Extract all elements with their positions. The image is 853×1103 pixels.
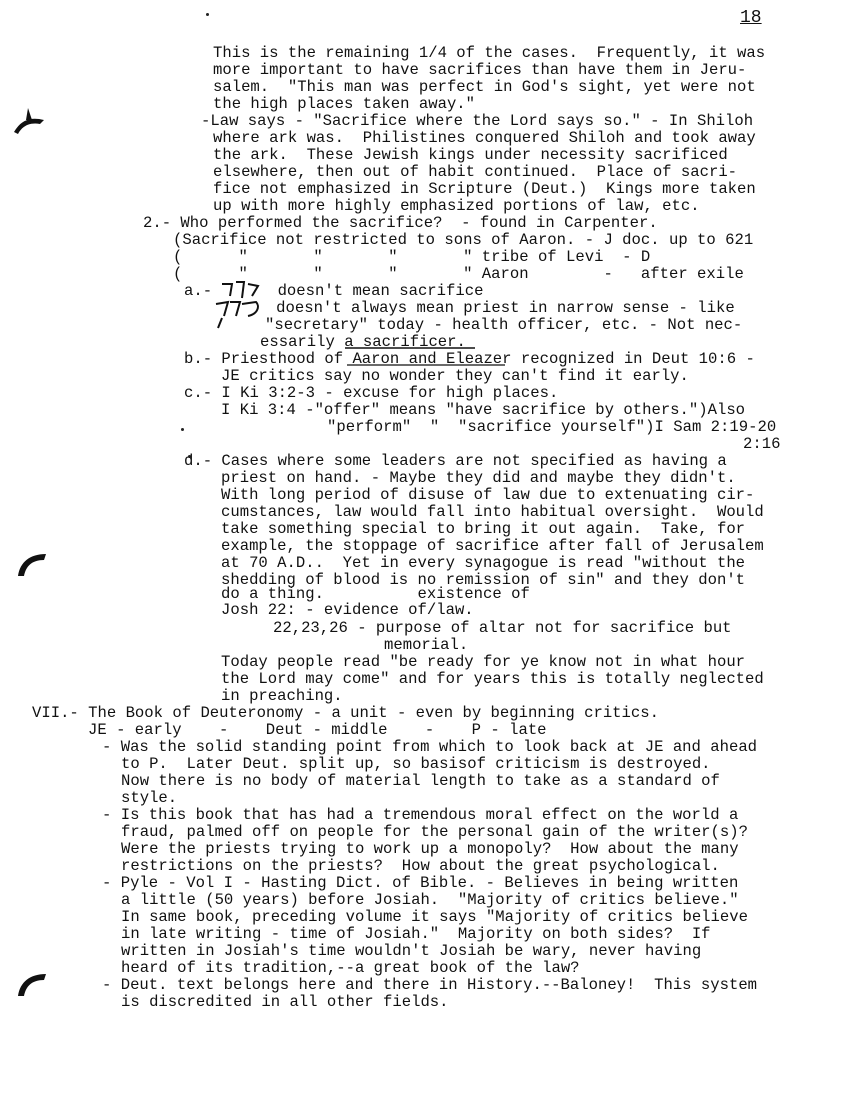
text-line: c.- I Ki 3:2-3 - excuse for high places. [184,384,559,402]
text-line: elsewhere, then out of habit continued. Place of sacri- [213,163,738,181]
text-line: In same book, preceding volume it says "Majority of critics believe [121,908,748,926]
text-line: - Is this book that has had a tremendous moral effect on the world a [102,806,739,824]
text-line: shedding of blood is no remission of sin" and they don't [221,571,746,589]
text-line: "secretary" today - health officer, etc. - Not nec- [265,316,743,334]
text-line: the ark. These Jewish kings under necessity sacrificed [213,146,728,164]
text-line: restrictions on the priests? How about the great psychological. [121,857,720,875]
text-line: (Sacrifice not restricted to sons of Aaron. - J doc. up to 621 [173,231,754,249]
text-line: 22,23,26 - purpose of altar not for sacrifice but [273,619,732,637]
text-line: JE critics say no wonder they can't find it early. [221,367,689,385]
text-line: cumstances, law would fall into habitual oversight. Would [221,503,764,521]
text-line: written in Josiah's time wouldn't Josiah be wary, never having [121,942,702,960]
text-line: -Law says - "Sacrifice where the Lord says so." - In Shiloh [201,112,754,130]
text-line: Were the priests trying to work up a monopoly? How about the many [121,840,739,858]
text-line: - Was the solid standing point from which to look back at JE and ahead [102,738,758,756]
text-line: in late writing - time of Josiah." Majority on both sides? If [121,925,711,943]
text-line: the Lord may come" and for years this is totally neglected [221,670,764,688]
text-line: JE - early - Deut - middle - P - late [88,721,547,739]
text-line: d.- Cases where some leaders are not specified as having a [184,452,727,470]
text-line: priest on hand. - Maybe they did and maybe they didn't. [221,469,736,487]
text-line: doesn't always mean priest in narrow sense - like [220,299,735,317]
text-line: 2.- Who performed the sacrifice? - found in Carpenter. [143,214,658,232]
text-line: example, the stoppage of sacrifice after fall of Jerusalem [221,537,764,555]
text-line: I Ki 3:4 -"offer" means "have sacrifice by others.")Also [221,401,746,419]
text-line: a little (50 years) before Josiah. "Majority of critics believe." [121,891,739,909]
text-line: style. [121,789,178,807]
text-line: more important to have sacrifices than have them in Jeru- [213,61,747,79]
text-line: is discredited in all other fields. [121,993,449,1011]
text-line: Today people read "be ready for ye know not in what hour [221,653,746,671]
text-line: at 70 A.D.. Yet in every synagogue is read "without the [221,554,746,572]
text-line: heard of its tradition,--a great book of the law? [121,959,580,977]
text-line: Josh 22: - evidence of/law. [221,601,474,619]
text-line: "perform" " "sacrifice yourself")I Sam 2:19-20 [327,418,777,436]
text-line: take something special to bring it out again. Take, for [221,520,746,538]
text-line: ( " " " " Aaron - after exile [173,265,744,283]
text-line: to P. Later Deut. split up, so basisof criticism is destroyed. [121,755,711,773]
text-line: in preaching. [221,687,343,705]
text-line: With long period of disuse of law due to extenuating cir- [221,486,755,504]
text-line: b.- Priesthood of Aaron and Eleazer recognized in Deut 10:6 - [184,350,755,368]
text-line: This is the remaining 1/4 of the cases. Frequently, it was [213,44,766,62]
text-line: essarily a sacrificer. [260,333,466,351]
text-line: Now there is no body of material length to take as a standard of [121,772,720,790]
text-line: 2:16 [743,435,781,453]
text-line: fraud, palmed off on people for the personal gain of the writer(s)? [121,823,748,841]
text-line: the high places taken away." [213,95,476,113]
text-line: salem. "This man was perfect in God's sight, yet were not [213,78,756,96]
text-line: fice not emphasized in Scripture (Deut.) Kings more taken [213,180,756,198]
text-line: ( " " " " tribe of Levi - D [173,248,651,266]
text-line: memorial. [384,636,469,654]
text-line: a.- doesn't mean sacrifice [184,282,484,300]
text-line: VII.- The Book of Deuteronomy - a unit - even by beginning critics. [32,704,659,722]
text-line: where ark was. Philistines conquered Shiloh and took away [213,129,756,147]
text-line: - Pyle - Vol I - Hasting Dict. of Bible. - Believes in being written [102,874,739,892]
text-line: - Deut. text belongs here and there in History.--Baloney! This system [102,976,758,994]
page-number: 18 [740,8,762,28]
text-line: up with more highly emphasized portions of law, etc. [213,197,700,215]
text-line: do a thing. existence of [221,585,530,603]
